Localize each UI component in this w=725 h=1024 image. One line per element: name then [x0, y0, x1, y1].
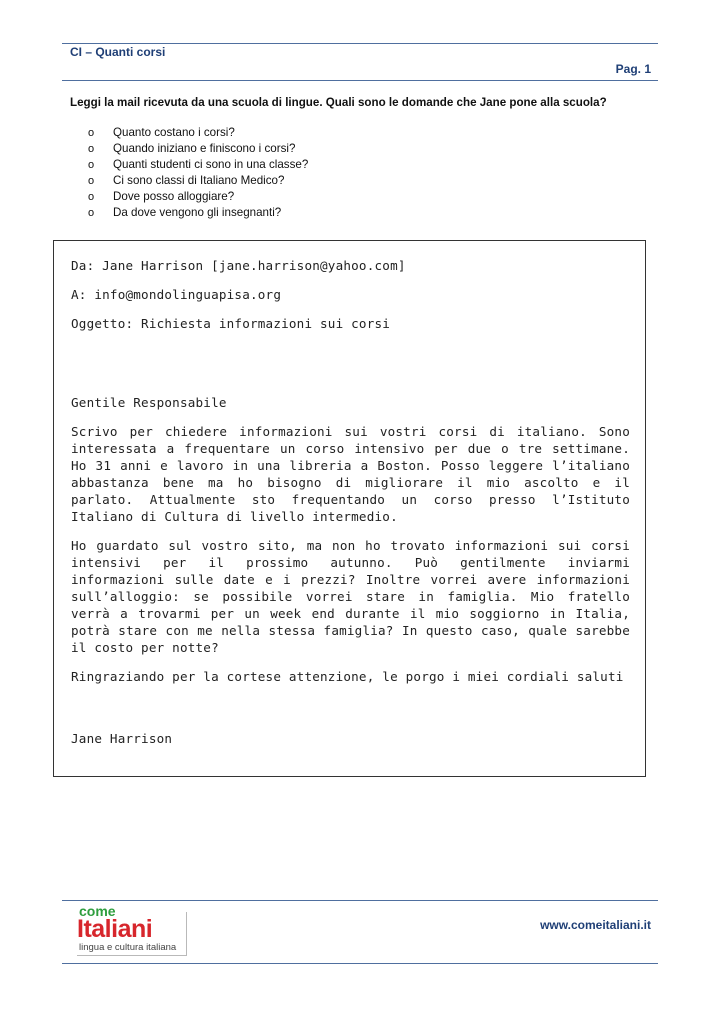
- bullet-icon: o: [88, 191, 95, 203]
- email-to: A: info@mondolinguapisa.org: [71, 287, 282, 302]
- logo-word-come: come: [79, 903, 116, 919]
- email-subject: Oggetto: Richiesta informazioni sui corsi: [71, 316, 391, 331]
- email-from: Da: Jane Harrison [jane.harrison@yahoo.com]: [71, 258, 406, 273]
- bullet-icon: o: [88, 127, 95, 139]
- question-list: [88, 125, 308, 221]
- footer-bottom-rule: [62, 963, 658, 964]
- list-item: [88, 125, 308, 141]
- footer-top-rule: [62, 900, 658, 901]
- header-bottom-rule: [62, 80, 658, 81]
- exercise-instruction: Leggi la mail ricevuta da una scuola di lingue. Quali sono le domande che Jane pone alla scuola?: [70, 96, 607, 109]
- email-paragraph: Ho guardato sul vostro sito, ma non ho trovato informazioni sui corsi intensivi per il prossimo autunno. Può gentilmente inviarmi informazioni sulle date e i prezzi? Inoltre vorrei avere informazioni sull’alloggio: se possibile vorrei stare in famiglia. Mio fratello verrà a trovarmi per un week end durante il mio soggiorno in Italia, potrà stare con me nella stessa famiglia? In questo caso, quale sarebbe il costo per notte?: [71, 538, 630, 655]
- email-closing: Ringraziando per la cortese attenzione, le porgo i miei cordiali saluti: [71, 669, 624, 684]
- header-title: CI – Quanti corsi: [70, 45, 166, 59]
- question-text: Da dove vengono gli insegnanti?: [113, 206, 282, 219]
- question-text: Dove posso alloggiare?: [113, 190, 235, 203]
- list-item: [88, 173, 308, 189]
- list-item: [88, 205, 308, 221]
- email-paragraph: Scrivo per chiedere informazioni sui vostri corsi di italiano. Sono interessata a frequentare un corso intensivo per due o tre settimane. Ho 31 anni e lavoro in una libreria a Boston. Posso leggere l’italiano abbastanza bene ma ho bisogno di migliorare il mio ascolto e il parlato. Attualmente sto frequentando un corso presso l’Istituto Italiano di Cultura di livello intermedio.: [71, 424, 630, 524]
- logo-tagline: lingua e cultura italiana: [79, 942, 177, 953]
- email-content: [71, 257, 630, 747]
- question-text: Quanto costano i corsi?: [113, 126, 235, 139]
- bullet-icon: o: [88, 175, 95, 187]
- page-number: Pag. 1: [615, 62, 651, 76]
- header-top-rule: [62, 43, 658, 44]
- email-signature: Jane Harrison: [71, 731, 173, 746]
- bullet-icon: o: [88, 143, 95, 155]
- question-text: Quando iniziano e finiscono i corsi?: [113, 142, 296, 155]
- list-item: [88, 141, 308, 157]
- logo-word-italiani: Italiani: [77, 915, 153, 943]
- question-text: Quanti studenti ci sono in una classe?: [113, 158, 309, 171]
- website-link[interactable]: www.comeitaliani.it: [540, 918, 651, 932]
- bullet-icon: o: [88, 207, 95, 219]
- list-item: [88, 189, 308, 205]
- email-greeting: Gentile Responsabile: [71, 395, 227, 410]
- bullet-icon: o: [88, 159, 95, 171]
- list-item: [88, 157, 308, 173]
- question-text: Ci sono classi di Italiano Medico?: [113, 174, 285, 187]
